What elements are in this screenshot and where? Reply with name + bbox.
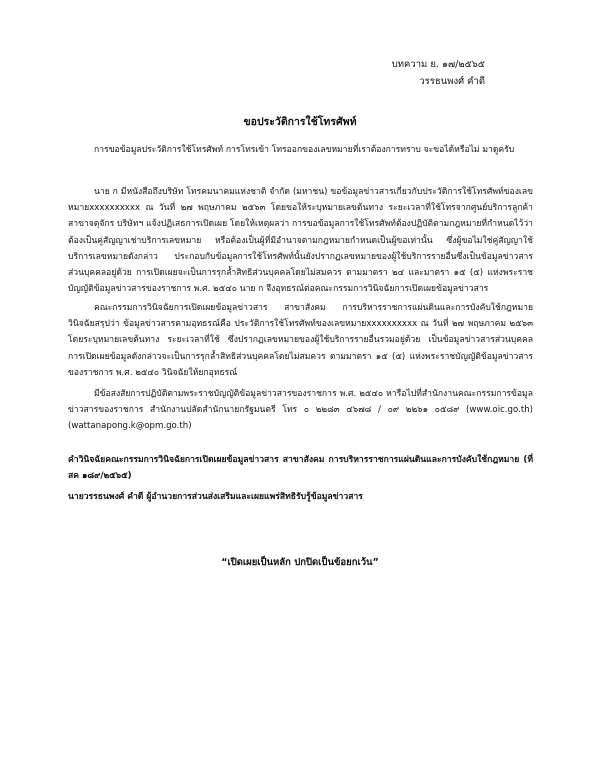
article-number: บทความ ย. ๑๗/๒๕๖๕ bbox=[391, 59, 485, 70]
author-line: นายวรรธนพงศ์ คำดี ผู้อำนวยการส่วนส่งเสริมและเผยแพร่สิทธิรับรู้ข้อมูลข่าวสาร bbox=[68, 492, 363, 502]
paragraph-decision: คณะกรรมการวินิจฉัยการเปิดเผยข้อมูลข่าวสาร สาขาสังคม การบริหารราชการแผ่นดินและการบังคับใช้กฎหมาย วินิจฉัยสรุปว่า ข้อมูลข่าวสารตามอุทธรณ์คือ ประวัติการใช้โทรศัพท์ของเลขหมายxxxxxxxxxx ณ วันที่ ๒๗ พฤษภาคม ๒๕๖๓ โดยระบุหมายเลขต้นทาง ระยะเวลาที่ใช้ ซึ่งปรากฏเลขหมายของผู้ใช้บริการรายอื่นรวมอยู่ด้วย เป็นข้อมูลข่าวสารส่วนบุคคล การเปิดเผยข้อมูลดังกล่าวจะเป็นการรุกล้ำสิทธิส่วนบุคคลโดยไม่สมควร ตามมาตรา ๑๕ (๕) แห่งพระราชบัญญัติข้อมูลข่าวสารของราชการ พ.ศ. ๒๕๔๐ วินิจฉัยให้ยกอุทธรณ์ bbox=[68, 303, 533, 378]
document-title: ขอประวัติการใช้โทรศัพท์ bbox=[243, 116, 357, 128]
slogan: “เปิดเผยเป็นหลัก ปกปิดเป็นข้อยกเว้น” bbox=[221, 557, 379, 568]
paragraph-case-facts: นาย ก มีหนังสือถึงบริษัท โทรคมนาคมแห่งชาติ จำกัด (มหาชน) ขอข้อมูลข่าวสารเกี่ยวกับประวัติการใช้โทรศัพท์ของเลขหมายxxxxxxxxxx ณ วันที่ ๒๗ พฤษภาคม ๒๕๖๓ โดยขอให้ระบุหมายเลขต้นทาง ระยะเวลาที่ใช้โทรจากศูนย์บริการลูกค้า สาขาจตุจักร บริษัทฯ แจ้งปฏิเสธการเปิดเผย โดยให้เหตุผลว่า การขอข้อมูลการใช้โทรศัพท์ต้องปฏิบัติตามกฎหมายที่กำหนดไว้ว่า ต้องเป็นคู่สัญญาเช่าบริการเลขหมาย หรือต้องเป็นผู้ที่มีอำนาจตามกฎหมายกำหนดเป็นผู้ขอเท่านั้น ซึ่งผู้ขอไม่ใช่คู่สัญญาใช้บริการเลขหมายดังกล่าว ประกอบกับข้อมูลการใช้โทรศัพท์นั้นยังปรากฏเลขหมายของผู้ใช้บริการรายอื่นซึ่งเป็นข้อมูลข่าวสารส่วนบุคคลอยู่ด้วย การเปิดเผยจะเป็นการรุกล้ำสิทธิส่วนบุคคลโดยไม่สมควร ตามมาตรา ๒๔ และมาตรา ๑๕ (๕) แห่งพระราชบัญญัติข้อมูลข่าวสารของราชการ พ.ศ. ๒๕๔๐ นาย ก จึงอุทธรณ์ต่อคณะกรรมการวินิจฉัยการเปิดเผยข้อมูลข่าวสาร bbox=[68, 187, 533, 295]
paragraph-intro: การขอข้อมูลประวัติการใช้โทรศัพท์ การโทรเข้า โทรออกของเลขหมายที่เราต้องการทราบ จะขอได้หรือไม่ มาดูครับ bbox=[94, 145, 515, 155]
source-reference: คำวินิจฉัยคณะกรรมการวินิจฉัยการเปิดเผยข้อมูลข่าวสาร สาขาสังคม การบริหารราชการแผ่นดินและการบังคับใช้กฎหมาย (ที่ สค ๑๘๙/๒๕๖๕) bbox=[68, 455, 533, 482]
author-header: วรรธนพงศ์ คำดี bbox=[419, 76, 485, 87]
paragraph-contact: มีข้อสงสัยการปฏิบัติตามพระราชบัญญัติข้อมูลข่าวสารของราชการ พ.ศ. ๒๕๔๐ หารือไปที่สำนักงานคณะกรรมการข้อมูลข่าวสารของราชการ สำนักงานปลัดสำนักนายกรัฐมนตรี โทร ๐ ๒๒๘๓ ๔๖๗๘ / ๐๙ ๒๒๖๑ ๐๕๘๙ (www.oic.go.th) (wattanapong.k@opm.go.th) bbox=[68, 389, 533, 432]
